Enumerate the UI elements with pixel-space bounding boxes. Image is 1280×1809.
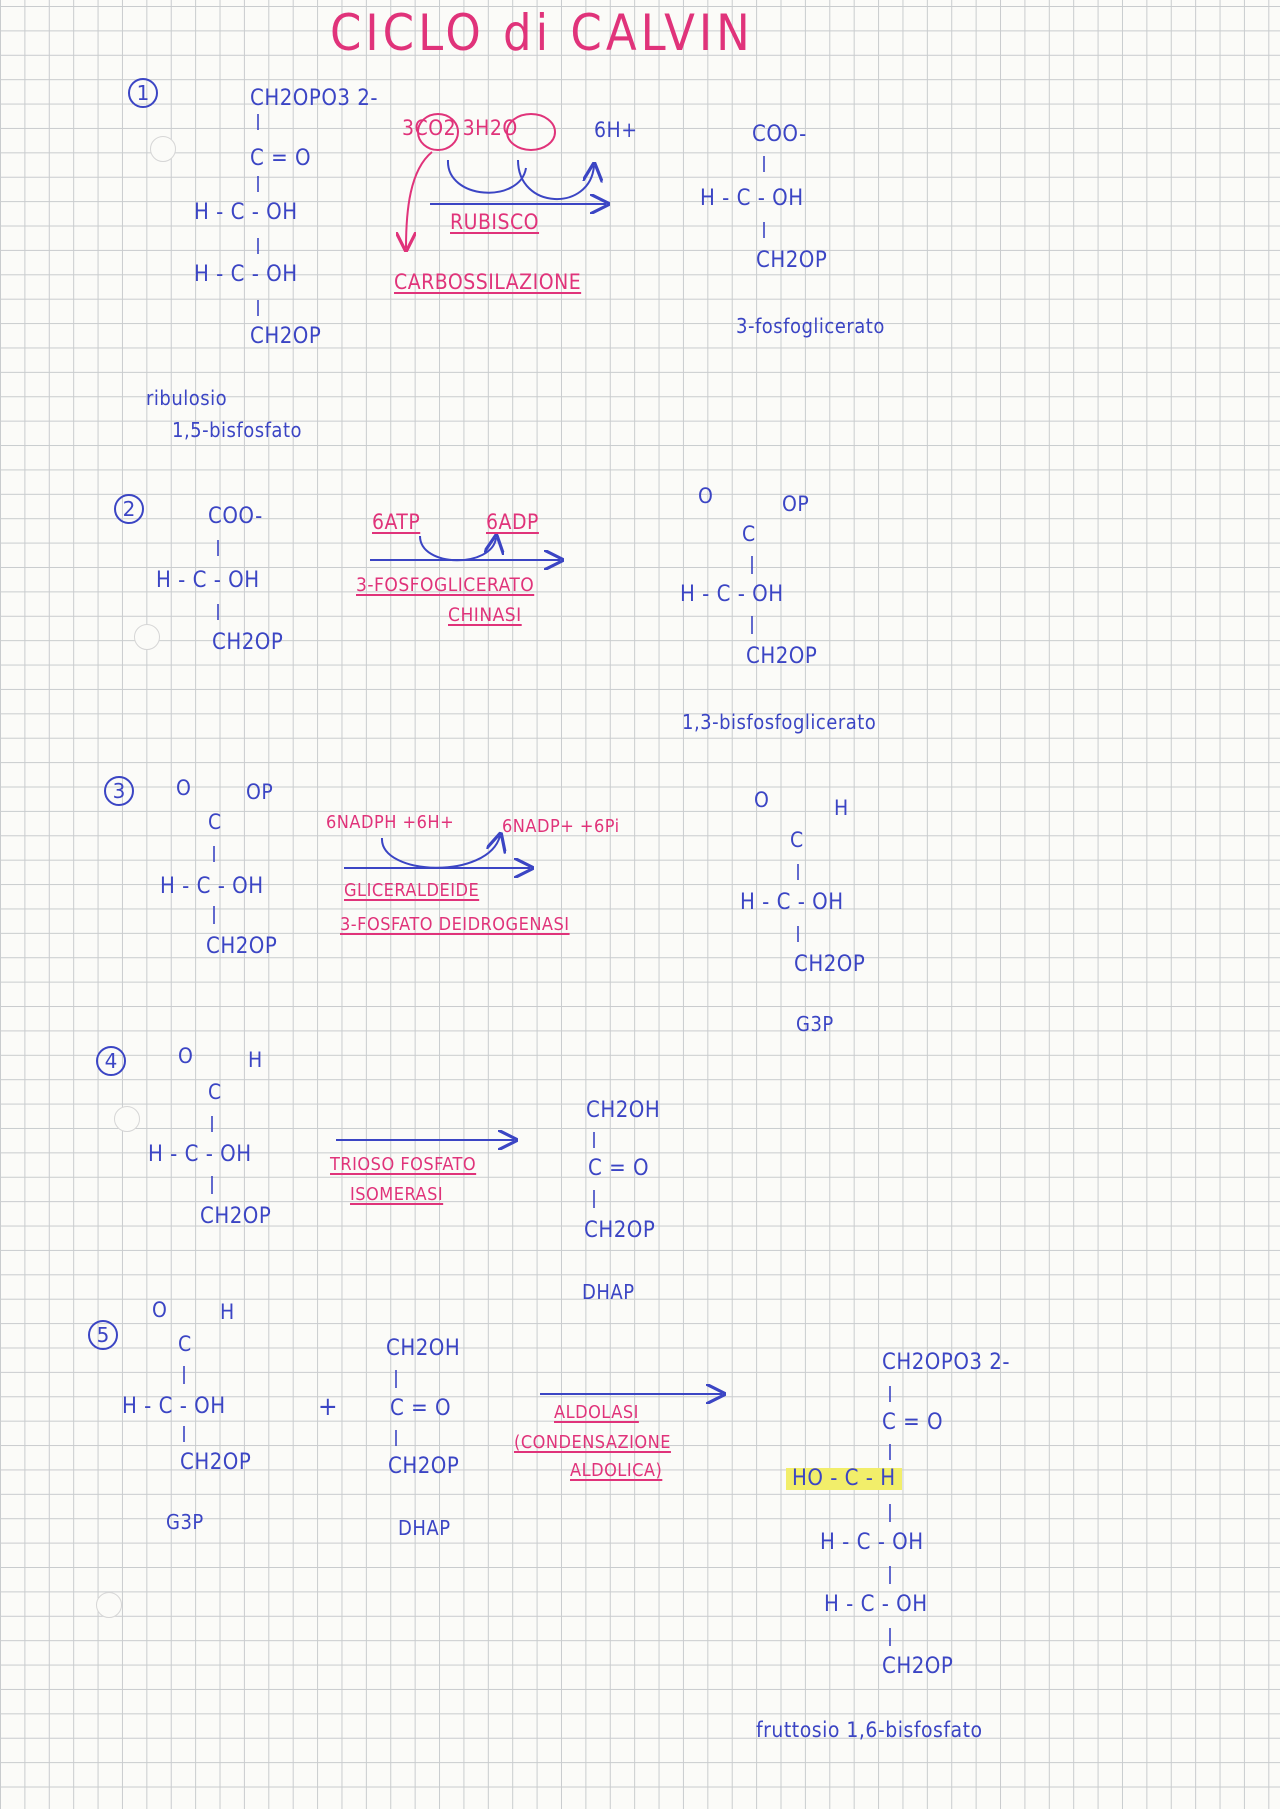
formula-line: H - C - OH	[700, 186, 804, 211]
formula-line: H - C - OH	[194, 262, 298, 287]
product-nadp: 6NADP+ +6Pi	[502, 816, 620, 837]
formula-line: H	[834, 796, 849, 820]
reagent-nadph: 6NADPH +6H+	[326, 812, 455, 833]
formula-line: CH2OP	[794, 952, 866, 977]
formula-line: CH2OH	[386, 1336, 461, 1361]
enzyme-name: 3-FOSFOGLICERATO	[356, 574, 535, 596]
formula-line: CH2OPO3 2-	[250, 86, 378, 111]
enzyme-name: GLICERALDEIDE	[344, 880, 480, 901]
enzyme-name: ISOMERASI	[350, 1184, 444, 1205]
formula-line: CH2OP	[746, 644, 818, 669]
formula-line: H - C - OH	[148, 1142, 252, 1167]
step-number: 1	[128, 78, 158, 108]
enzyme-name: RUBISCO	[450, 210, 540, 234]
formula-line: C	[208, 810, 222, 834]
formula-line: H - C - OH	[680, 582, 784, 607]
step-number: 2	[114, 494, 144, 524]
reaction-type: CARBOSSILAZIONE	[394, 270, 582, 294]
formula-line: O	[754, 788, 770, 812]
formula-line: H - C - OH	[824, 1592, 928, 1617]
formula-line: CH2OH	[586, 1098, 661, 1123]
enzyme-name: ALDOLICA)	[570, 1460, 663, 1481]
formula-line: C	[208, 1080, 222, 1104]
formula-line: CH2OP	[882, 1654, 954, 1679]
formula-line: O	[176, 776, 192, 800]
arrow-step-3	[344, 836, 530, 868]
enzyme-name: ALDOLASI	[554, 1402, 639, 1423]
formula-line: C	[178, 1332, 192, 1356]
enzyme-name: CHINASI	[448, 604, 522, 626]
formula-line: CH2OP	[200, 1204, 272, 1229]
formula-line: CH2OP	[584, 1218, 656, 1243]
formula-line: H - C - OH	[160, 874, 264, 899]
formula-line: COO-	[208, 504, 263, 529]
step-number: 5	[88, 1320, 118, 1350]
product-protons: 6H+	[594, 118, 638, 142]
formula-line: COO-	[752, 122, 807, 147]
formula-line: O	[152, 1298, 168, 1322]
formula-line: H - C - OH	[820, 1530, 924, 1555]
molecule-name: 1,5-bisfosfato	[172, 418, 303, 442]
formula-line: CH2OP	[212, 630, 284, 655]
formula-line: H - C - OH	[194, 200, 298, 225]
molecule-name: fruttosio 1,6-bisfosfato	[756, 1718, 983, 1742]
plus-sign: +	[318, 1392, 339, 1422]
molecule-name: DHAP	[582, 1280, 635, 1304]
enzyme-name: (CONDENSAZIONE	[514, 1432, 671, 1453]
formula-line: C	[790, 828, 804, 852]
formula-line: C = O	[588, 1156, 650, 1181]
molecule-name: ribulosio	[146, 386, 228, 410]
formula-line: C = O	[250, 146, 312, 171]
formula-line: CH2OP	[756, 248, 828, 273]
molecule-name: DHAP	[398, 1516, 451, 1540]
page-title: CICLO di CALVIN	[330, 4, 754, 62]
formula-line: CH2OP	[388, 1454, 460, 1479]
formula-line: H	[220, 1300, 235, 1324]
step-number: 3	[104, 776, 134, 806]
formula-line: H - C - OH	[740, 890, 844, 915]
product-adp: 6ADP	[486, 510, 539, 534]
molecule-name: G3P	[166, 1510, 204, 1534]
formula-line: C = O	[390, 1396, 452, 1421]
reagents: 3CO2 3H2O	[402, 116, 518, 140]
formula-line: H - C - OH	[156, 568, 260, 593]
step-number: 4	[96, 1046, 126, 1076]
formula-line: CH2OP	[206, 934, 278, 959]
formula-line: CH2OP	[250, 324, 322, 349]
formula-line: C = O	[882, 1410, 944, 1435]
reagent-atp: 6ATP	[372, 510, 421, 534]
molecule-name: 1,3-bisfosfoglicerato	[682, 710, 877, 734]
formula-line: O	[698, 484, 714, 508]
formula-line: H	[248, 1048, 263, 1072]
formula-line: O	[178, 1044, 194, 1068]
formula-line: OP	[246, 780, 274, 804]
formula-line: H - C - OH	[122, 1394, 226, 1419]
formula-line: CH2OP	[180, 1450, 252, 1475]
enzyme-name: 3-FOSFATO DEIDROGENASI	[340, 914, 570, 935]
formula-line: OP	[782, 492, 810, 516]
molecule-name: G3P	[796, 1012, 834, 1036]
formula-line-highlighted: HO - C - H	[786, 1468, 902, 1490]
enzyme-name: TRIOSO FOSFATO	[330, 1154, 477, 1175]
molecule-name: 3-fosfoglicerato	[736, 314, 885, 338]
arrow-step-1	[406, 114, 606, 248]
arrow-step-2	[370, 536, 560, 560]
formula-line: C	[742, 522, 756, 546]
formula-line: CH2OPO3 2-	[882, 1350, 1010, 1375]
